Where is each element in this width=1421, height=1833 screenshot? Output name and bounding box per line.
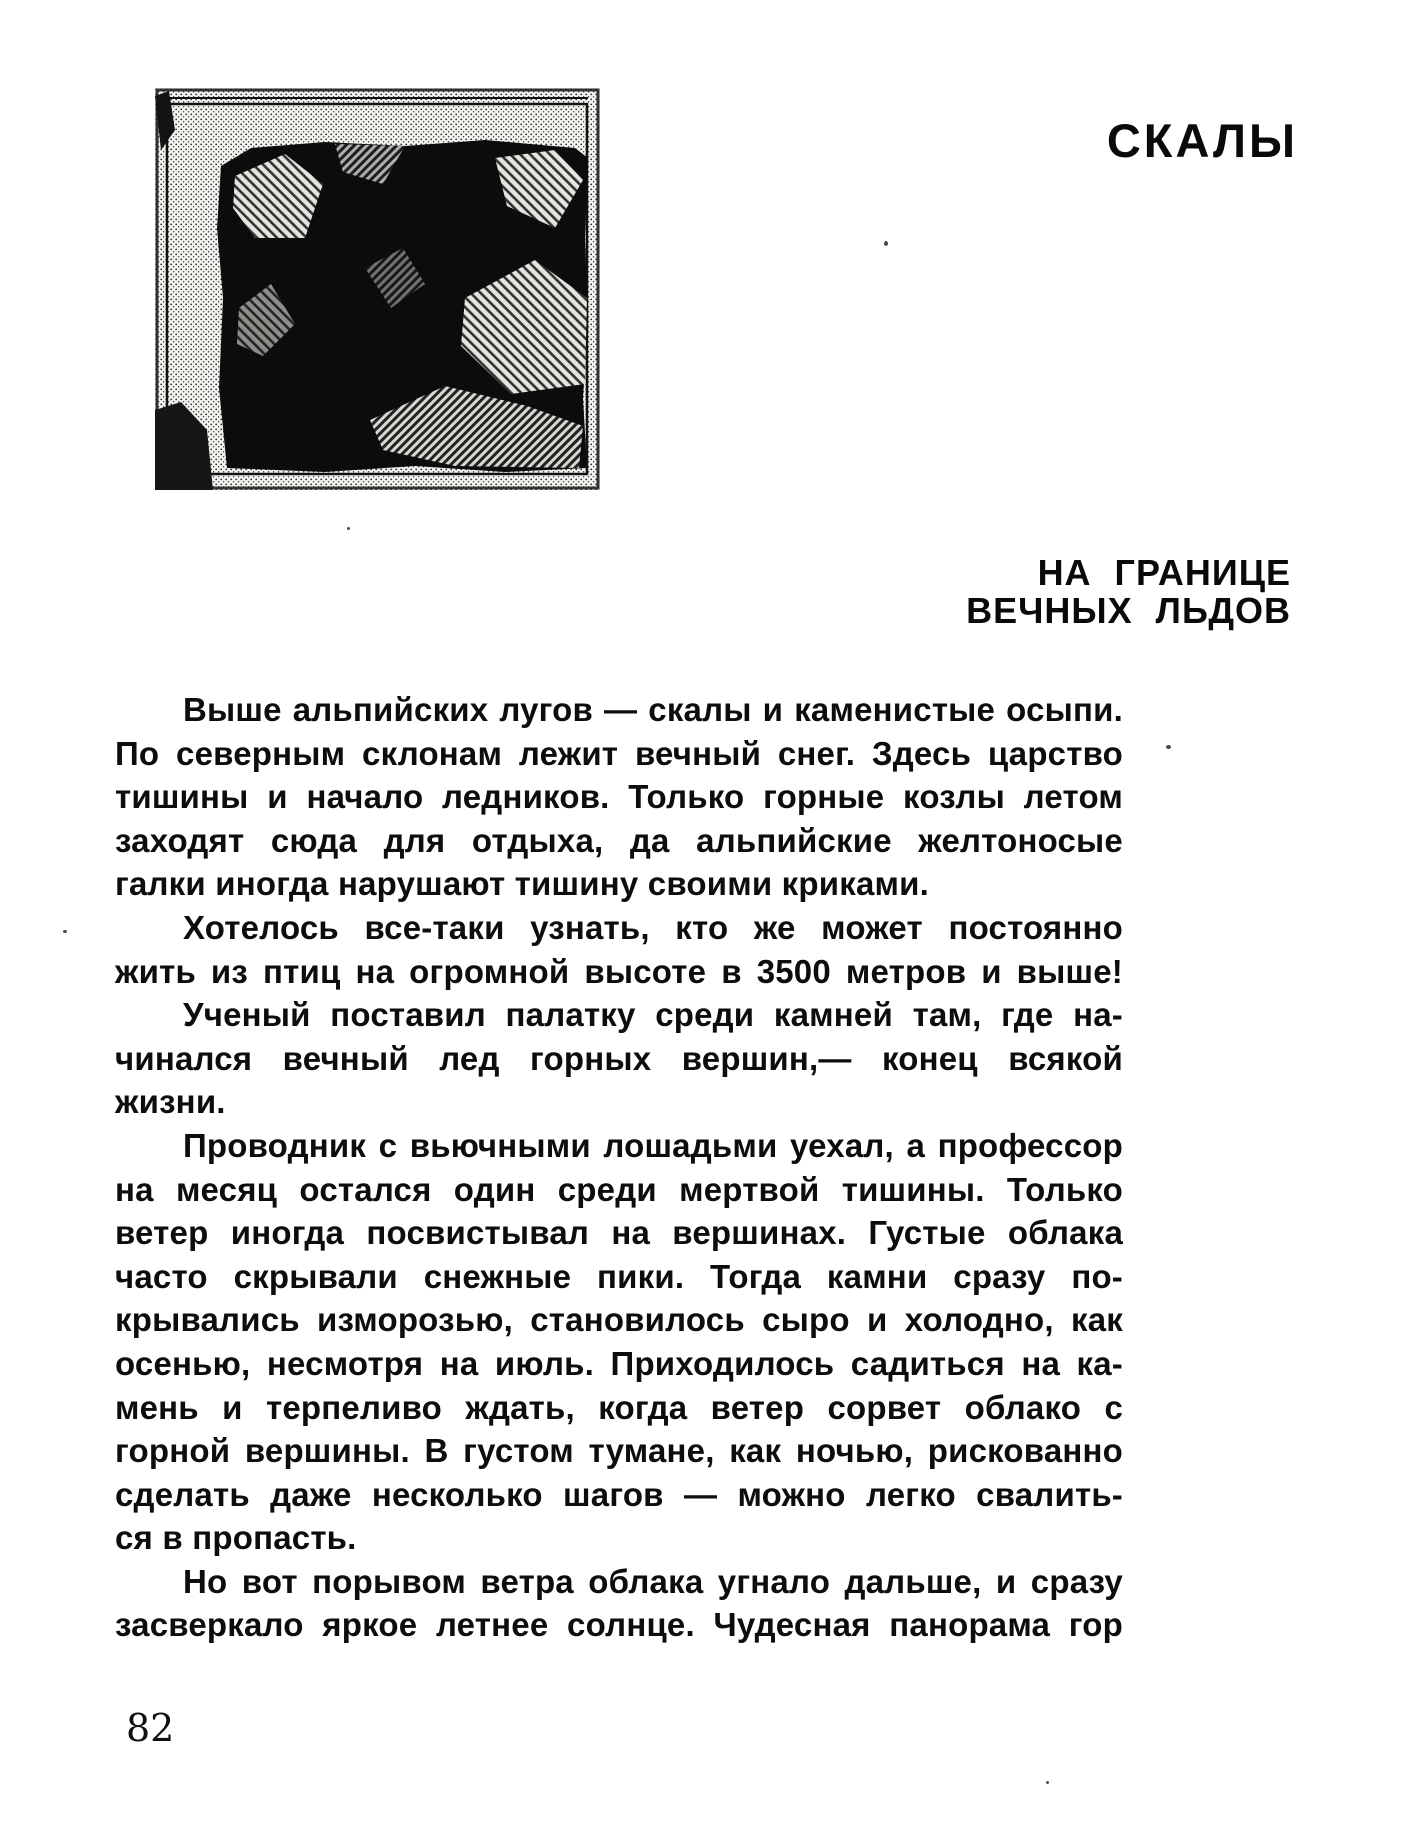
paragraph — [115, 688, 1123, 906]
text-line: часто скрывали снежные пики. Тогда камни сразу по- — [115, 1257, 1123, 1295]
scan-speck — [1046, 1781, 1049, 1784]
text-line: Ученый поставил палатку среди камней там, где на- — [183, 996, 1123, 1034]
paragraph — [115, 993, 1123, 1124]
text-line: галки иногда нарушают тишину своими криками. — [115, 865, 929, 903]
body-text — [115, 688, 1123, 1647]
scan-speck — [1166, 745, 1171, 749]
page-title: СКАЛЫ — [1106, 114, 1298, 168]
paragraph — [115, 906, 1123, 993]
text-line: горной вершины. В густом тумане, как ночью, рискованно — [115, 1432, 1123, 1470]
subtitle-line-1: НА ГРАНИЦЕ — [1037, 552, 1291, 593]
scan-speck — [63, 930, 67, 933]
paragraph — [115, 1124, 1123, 1560]
subtitle-line-2: ВЕЧНЫХ ЛЬДОВ — [966, 590, 1291, 631]
paragraph — [115, 1560, 1123, 1647]
scan-speck — [347, 527, 350, 530]
text-line: крывались изморозью, становилось сыро и холодно, как — [115, 1301, 1123, 1339]
text-line: По северным склонам лежит вечный снег. Здесь царство — [115, 734, 1123, 772]
rock-photo-art — [155, 88, 600, 490]
section-subtitle — [966, 554, 1291, 630]
text-line: чинался вечный лед горных вершин,— конец всякой — [115, 1039, 1123, 1077]
text-line: жить из птиц на огромной высоте в 3500 метров и выше! — [115, 952, 1123, 990]
text-line: засверкало яркое летнее солнце. Чудесная панорама гор — [115, 1606, 1123, 1644]
text-line: Но вот порывом ветра облака угнало дальше, и сразу — [183, 1562, 1123, 1600]
text-line: ветер иногда посвистывал на вершинах. Густые облака — [115, 1214, 1123, 1252]
page-number: 82 — [126, 1706, 175, 1750]
text-line: Выше альпийских лугов — скалы и каменистые осыпи. — [183, 691, 1123, 728]
text-line: осенью, несмотря на июль. Приходилось садиться на ка- — [115, 1344, 1123, 1382]
text-line: Проводник с вьючными лошадьми уехал, а профессор — [183, 1126, 1123, 1164]
scan-speck — [884, 241, 888, 246]
text-line: ся в пропасть. — [115, 1519, 357, 1557]
text-line: заходят сюда для отдыха, да альпийские желтоносые — [115, 821, 1123, 859]
text-line: жизни. — [115, 1083, 226, 1121]
text-line: тишины и начало ледников. Только горные козлы летом — [115, 778, 1123, 816]
rock-photo — [155, 88, 600, 490]
text-line: мень и терпеливо ждать, когда ветер сорвет облако с — [115, 1388, 1123, 1426]
text-line: Хотелось все-таки узнать, кто же может постоянно — [183, 908, 1123, 946]
text-line: на месяц остался один среди мертвой тишины. Только — [115, 1170, 1123, 1208]
text-line: сделать даже несколько шагов — можно легко свалить- — [115, 1475, 1123, 1513]
